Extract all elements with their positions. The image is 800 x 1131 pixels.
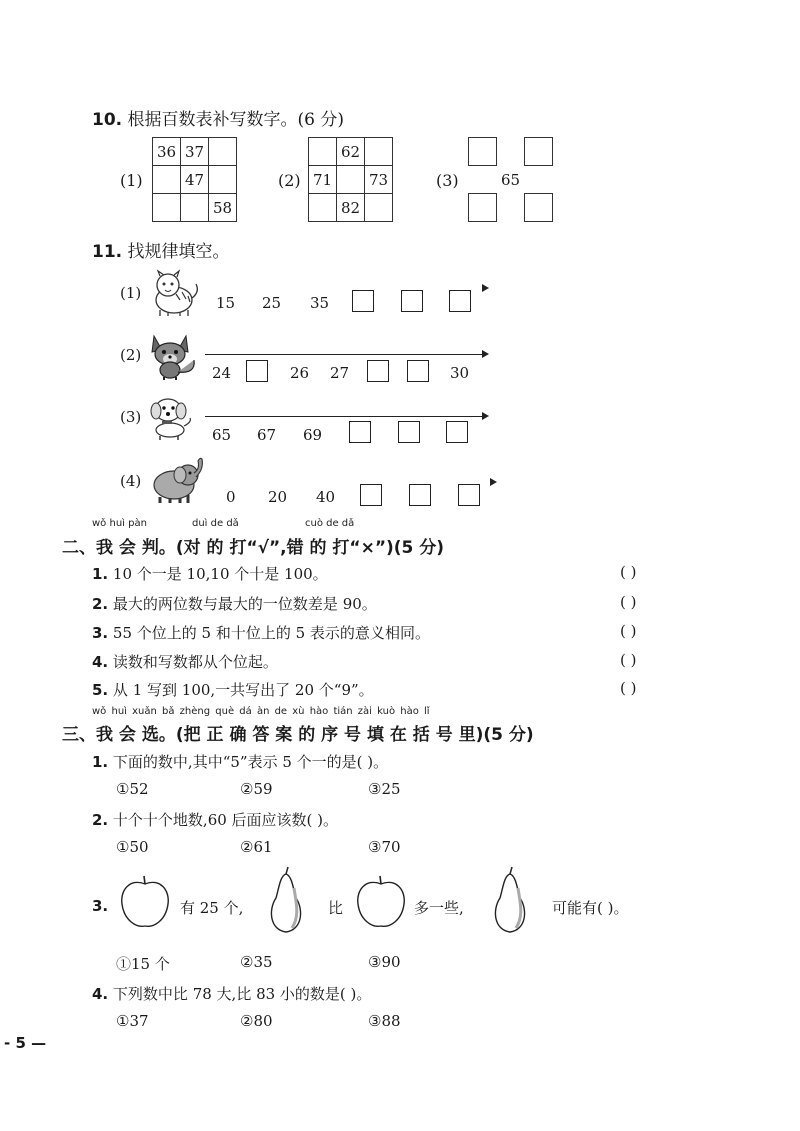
section3-title: 三、我 会 选。(把 正 确 答 案 的 序 号 填 在 括 号 里)(5 分): [62, 725, 534, 745]
pattern-row-3-value: 67: [257, 426, 277, 444]
judge-answer-paren[interactable]: ( ): [620, 622, 637, 640]
pattern-row-3-label: (3): [120, 408, 142, 426]
choice-item-text: 下面的数中,其中“5”表示 5 个一的是( )。: [112, 753, 389, 771]
pattern-row-3-value: 65: [212, 426, 232, 444]
pear-icon: [266, 866, 306, 936]
pattern-row-2-value: 26: [290, 364, 310, 382]
grid1-cell: 36: [152, 137, 181, 166]
dog-icon: [146, 394, 202, 440]
pattern-row-2-value: 27: [330, 364, 350, 382]
grid1-cell: 47: [180, 165, 209, 194]
judge-answer-paren[interactable]: ( ): [620, 563, 637, 581]
choice-item-4: [92, 983, 371, 1004]
grid3-blank[interactable]: [524, 193, 553, 222]
pattern-row-2-number-line: [205, 354, 483, 355]
judge-item-text: 最大的两位数与最大的一位数差是 90。: [112, 595, 377, 613]
choice-item-text: 十个十个地数,60 后面应该数( )。: [112, 811, 339, 829]
grid2-blank[interactable]: [308, 193, 337, 222]
q10-title: 根据百数表补写数字。(6 分): [127, 110, 345, 130]
elephant-icon: [148, 455, 208, 505]
grid2-blank[interactable]: [336, 165, 365, 194]
section3-pinyin: wǒ huì xuǎn bǎ zhèng què dá àn de xù hào tián zài kuò hào lǐ: [92, 706, 430, 717]
grid1-blank[interactable]: [208, 137, 237, 166]
pattern-row-4-value: 20: [268, 488, 288, 506]
grid3-blank[interactable]: [468, 137, 497, 166]
grid1-blank[interactable]: [152, 193, 181, 222]
pattern-row-2-value: 30: [450, 364, 470, 382]
grid3-label: (3): [436, 171, 459, 190]
pattern-row-3-value: 69: [303, 426, 323, 444]
q10-heading: [92, 105, 344, 130]
choice-option[interactable]: ①37: [116, 1012, 149, 1030]
pattern-row-2-label: (2): [120, 346, 142, 364]
grid1-blank[interactable]: [152, 165, 181, 194]
pattern-row-3-number-line: [205, 416, 483, 417]
pattern-row-1-arrow-icon: [482, 284, 489, 292]
grid2-cell: 71: [308, 165, 337, 194]
q11-heading: [92, 237, 230, 262]
judge-answer-paren[interactable]: ( ): [620, 593, 637, 611]
choice-item-text: 多一些,: [414, 899, 464, 917]
grid1-blank[interactable]: [208, 165, 237, 194]
apple-icon: [354, 874, 408, 930]
choice-item-text: 下列数中比 78 大,比 83 小的数是( )。: [112, 985, 372, 1003]
judge-item-text: 55 个位上的 5 和十位上的 5 表示的意义相同。: [112, 624, 430, 642]
page-number: - 5 —: [4, 1034, 47, 1052]
choice-item-1: [92, 751, 388, 772]
pattern-row-1-value: 15: [216, 294, 236, 312]
pattern-row-1-value: 25: [262, 294, 282, 312]
grid3-cell: 65: [500, 170, 521, 189]
choice-item-text: 可能有( )。: [552, 899, 629, 917]
choice-option[interactable]: ③70: [368, 838, 401, 856]
grid1-cell: 37: [180, 137, 209, 166]
grid1-cell: 58: [208, 193, 237, 222]
choice-option[interactable]: ①50: [116, 838, 149, 856]
pattern-row-4-value: 40: [316, 488, 336, 506]
pattern-row-1-label: (1): [120, 284, 142, 302]
pattern-row-4-label: (4): [120, 472, 142, 490]
judge-item-2: [92, 593, 377, 614]
pattern-row-2-arrow-icon: [482, 350, 489, 358]
choice-option[interactable]: ①15 个: [116, 955, 170, 973]
q10-number: 10.: [92, 110, 123, 130]
choice-option[interactable]: ②59: [240, 780, 273, 798]
judge-answer-paren[interactable]: ( ): [620, 679, 637, 697]
grid2-cell: 73: [364, 165, 393, 194]
choice-item-number: 2.: [92, 811, 109, 829]
choice-option[interactable]: ①52: [116, 780, 149, 798]
q11-title: 找规律填空。: [127, 242, 230, 262]
pear-icon: [490, 866, 530, 936]
pattern-row-4-answer-box[interactable]: [409, 484, 431, 506]
pattern-row-2-answer-box[interactable]: [367, 360, 389, 382]
pattern-row-3-answer-box[interactable]: [446, 421, 468, 443]
judge-item-5: [92, 679, 374, 700]
grid1-blank[interactable]: [180, 193, 209, 222]
section2-pinyin: wǒ huì pàn: [92, 518, 147, 529]
choice-item-text: 有 25 个,: [180, 899, 244, 917]
grid2-label: (2): [278, 171, 301, 190]
section2-title: 二、我 会 判。(对 的 打“√”,错 的 打“×”)(5 分): [62, 538, 445, 558]
grid2-cell: 62: [336, 137, 365, 166]
pattern-row-1-answer-box[interactable]: [401, 290, 423, 312]
pattern-row-1-answer-box[interactable]: [352, 290, 374, 312]
choice-option[interactable]: ③88: [368, 1012, 401, 1030]
judge-item-number: 3.: [92, 624, 109, 642]
judge-answer-paren[interactable]: ( ): [620, 651, 637, 669]
choice-item-number: 3.: [92, 897, 109, 915]
pattern-row-2-answer-box[interactable]: [246, 360, 268, 382]
pattern-row-4-value: 0: [226, 488, 236, 506]
choice-item-number: 4.: [92, 985, 109, 1003]
pattern-row-4-answer-box[interactable]: [458, 484, 480, 506]
pattern-row-4-arrow-icon: [490, 478, 497, 486]
pattern-row-1-value: 35: [310, 294, 330, 312]
pattern-row-3-answer-box[interactable]: [398, 421, 420, 443]
fox-icon: [146, 330, 202, 380]
choice-item-2: [92, 809, 338, 830]
grid2-blank[interactable]: [364, 193, 393, 222]
grid2-blank[interactable]: [364, 137, 393, 166]
grid2-cell: 82: [336, 193, 365, 222]
choice-option[interactable]: ③90: [368, 953, 401, 971]
grid3-blank[interactable]: [468, 193, 497, 222]
judge-item-3: [92, 622, 430, 643]
choice-item-number: 1.: [92, 753, 109, 771]
choice-item-text: 比: [328, 899, 344, 917]
judge-item-number: 2.: [92, 595, 109, 613]
pattern-row-3-arrow-icon: [482, 412, 489, 420]
q11-number: 11.: [92, 242, 123, 262]
section2-pinyin: duì de dǎ: [192, 518, 239, 529]
judge-item-1: [92, 563, 328, 584]
grid3-blank[interactable]: [524, 137, 553, 166]
judge-item-text: 10 个一是 10,10 个十是 100。: [112, 565, 328, 583]
choice-option[interactable]: ③25: [368, 780, 401, 798]
choice-option[interactable]: ②35: [240, 953, 273, 971]
apple-icon: [118, 874, 172, 930]
tiger-icon: [146, 270, 202, 318]
judge-item-text: 从 1 写到 100,一共写出了 20 个“9”。: [112, 681, 374, 699]
judge-item-text: 读数和写数都从个位起。: [112, 653, 278, 671]
section2-pinyin: cuò de dǎ: [305, 518, 355, 529]
judge-item-number: 1.: [92, 565, 109, 583]
grid2-blank[interactable]: [308, 137, 337, 166]
judge-item-number: 5.: [92, 681, 109, 699]
choice-option[interactable]: ②80: [240, 1012, 273, 1030]
pattern-row-2-value: 24: [212, 364, 232, 382]
choice-option[interactable]: ②61: [240, 838, 273, 856]
pattern-row-2-answer-box[interactable]: [407, 360, 429, 382]
pattern-row-4-answer-box[interactable]: [360, 484, 382, 506]
pattern-row-1-answer-box[interactable]: [449, 290, 471, 312]
grid1-label: (1): [120, 171, 143, 190]
judge-item-number: 4.: [92, 653, 109, 671]
pattern-row-3-answer-box[interactable]: [349, 421, 371, 443]
judge-item-4: [92, 651, 278, 672]
